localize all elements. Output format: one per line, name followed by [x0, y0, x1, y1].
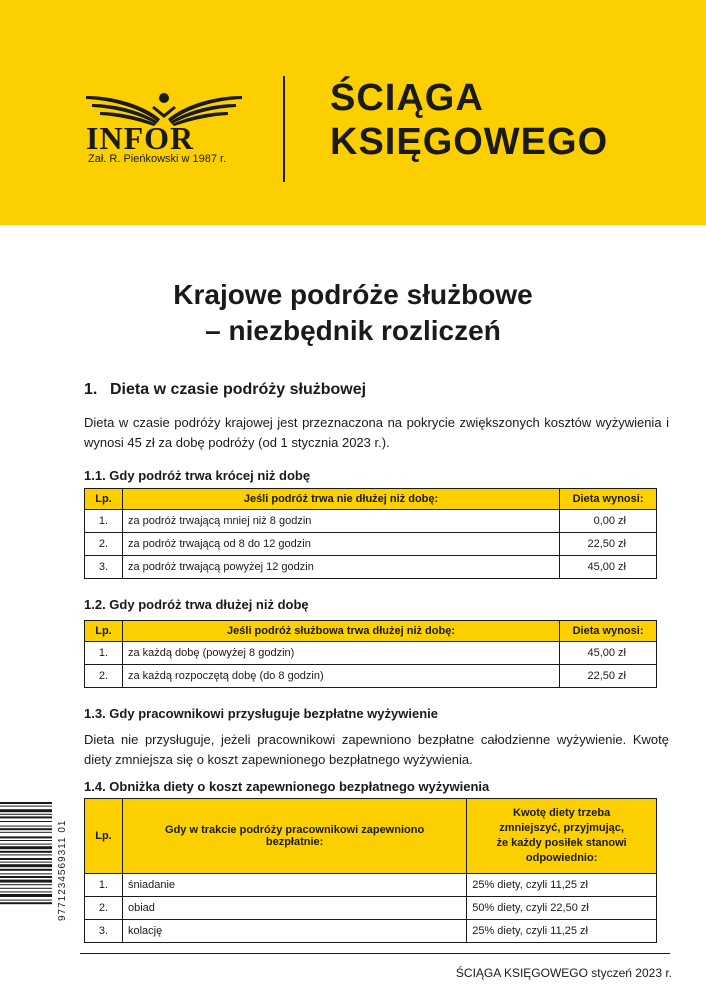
cell-amount: 0,00 zł	[560, 510, 657, 533]
footer-divider	[80, 953, 670, 954]
cell-amount: 22,50 zł	[560, 533, 657, 556]
cell-lp: 1.	[85, 642, 123, 665]
page-title-line1: Krajowe podróże służbowe	[173, 279, 533, 310]
header-condition: Jeśli podróż służbowa trwa dłużej niż dobę:	[122, 621, 559, 642]
barcode-number: 9771234569311 01	[57, 820, 68, 922]
cell-condition: za każdą dobę (powyżej 8 godzin)	[122, 642, 559, 665]
cell-reduction: 25% diety, czyli 11,25 zł	[467, 874, 657, 897]
cell-amount: 45,00 zł	[560, 642, 657, 665]
table-row	[85, 920, 657, 943]
table-row	[85, 665, 657, 688]
table-header-row	[85, 799, 657, 874]
cell-meal: obiad	[122, 897, 466, 920]
cell-reduction: 50% diety, czyli 22,50 zł	[467, 897, 657, 920]
cell-lp: 3.	[85, 556, 123, 579]
header-lp: Lp.	[85, 621, 123, 642]
table-row	[85, 533, 657, 556]
cell-condition: za każdą rozpoczętą dobę (do 8 godzin)	[122, 665, 559, 688]
header-reduction: Kwotę diety trzeba zmniejszyć, przyjmując, że każdy posiłek stanowi odpowiednio:	[467, 799, 657, 874]
header-lp: Lp.	[85, 799, 123, 874]
table-1-2	[84, 620, 657, 688]
page-title	[0, 277, 706, 349]
section-number: 1.	[84, 381, 98, 398]
cell-lp: 3.	[85, 920, 123, 943]
page-title-line2: – niezbędnik rozliczeń	[205, 315, 501, 346]
logo-subtitle: Zał. R. Pieńkowski w 1987 r.	[88, 153, 227, 165]
logo-wordmark: INFOR	[86, 120, 195, 156]
table-1-4	[84, 798, 657, 943]
section-intro-text: Dieta w czasie podróży krajowej jest przeznaczona na pokrycie zwiększonych kosztów wyżywienia i wynosi 45 zł za dobę podróży (od 1 stycznia 2023 r.).	[84, 415, 669, 450]
header-condition: Jeśli podróż trwa nie dłużej niż dobę:	[122, 489, 559, 510]
table-row	[85, 897, 657, 920]
cell-lp: 2.	[85, 897, 123, 920]
subsection-1-2-title: 1.2. Gdy podróż trwa dłużej niż dobę	[84, 597, 309, 612]
table-1-1	[84, 488, 657, 579]
header-amount: Dieta wynosi:	[560, 621, 657, 642]
cell-amount: 45,00 zł	[560, 556, 657, 579]
section-title: Dieta w czasie podróży służbowej	[110, 381, 367, 398]
cell-lp: 2.	[85, 665, 123, 688]
barcode-graphic	[0, 800, 64, 980]
header-lp: Lp.	[85, 489, 123, 510]
brand-title	[330, 76, 608, 164]
brand-title-line1: ŚCIĄGA	[330, 77, 484, 119]
table-header-row	[85, 621, 657, 642]
table-row	[85, 556, 657, 579]
cell-condition: za podróż trwającą od 8 do 12 godzin	[122, 533, 559, 556]
table-header-row	[85, 489, 657, 510]
brand-title-line2: KSIĘGOWEGO	[330, 121, 609, 163]
table-row	[85, 642, 657, 665]
subsection-1-1-title: 1.1. Gdy podróż trwa krócej niż dobę	[84, 468, 311, 483]
table-row	[85, 874, 657, 897]
cell-condition: za podróż trwającą powyżej 12 godzin	[122, 556, 559, 579]
subsection-1-3-text: Dieta nie przysługuje, jeżeli pracownikowi zapewniono bezpłatne całodzienne wyżywienie. Kwotę diety zmniejsza się o koszt zapewnionego bezpłatnego wyżywienia.	[84, 732, 669, 767]
footer-text: ŚCIĄGA KSIĘGOWEGO styczeń 2023 r.	[455, 966, 672, 980]
cell-lp: 1.	[85, 874, 123, 897]
table-row	[85, 510, 657, 533]
cell-amount: 22,50 zł	[560, 665, 657, 688]
section-heading	[84, 381, 366, 399]
cell-condition: za podróż trwającą mniej niż 8 godzin	[122, 510, 559, 533]
cell-reduction: 25% diety, czyli 11,25 zł	[467, 920, 657, 943]
cell-lp: 2.	[85, 533, 123, 556]
cell-lp: 1.	[85, 510, 123, 533]
subsection-1-4-title: 1.4. Obniżka diety o koszt zapewnionego bezpłatnego wyżywienia	[84, 779, 490, 794]
cell-meal: śniadanie	[122, 874, 466, 897]
header-meal: Gdy w trakcie podróży pracownikowi zapewniono bezpłatnie:	[122, 799, 466, 874]
header-divider	[283, 76, 285, 182]
header-amount: Dieta wynosi:	[560, 489, 657, 510]
subsection-1-3-title: 1.3. Gdy pracownikowi przysługuje bezpłatne wyżywienie	[84, 706, 438, 721]
cell-meal: kolację	[122, 920, 466, 943]
